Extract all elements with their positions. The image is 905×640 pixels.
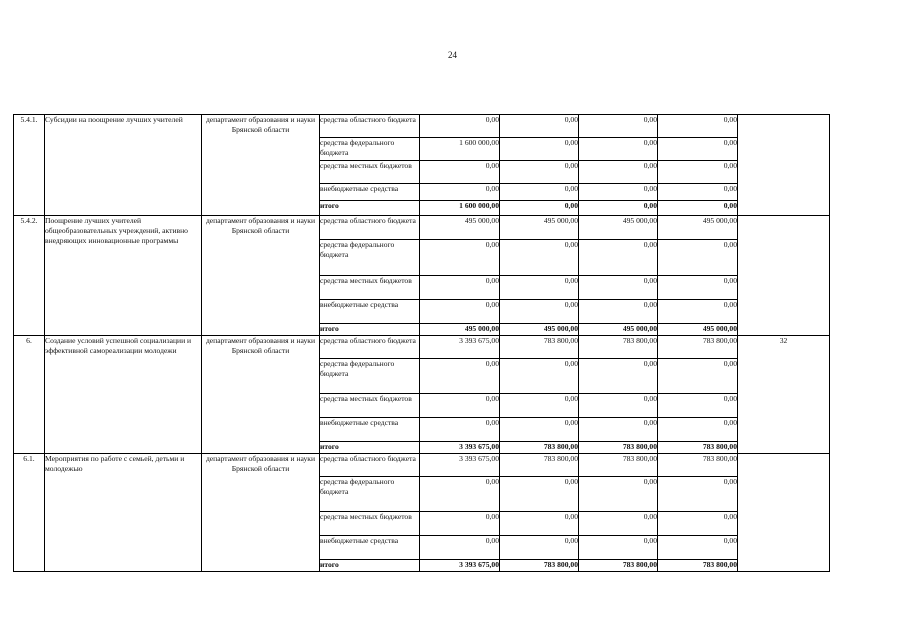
- amount-cell: 0,00: [579, 512, 658, 536]
- amount-cell: 0,00: [658, 115, 738, 138]
- amount-cell: 0,00: [658, 536, 738, 560]
- amount-cell: 0,00: [500, 201, 579, 216]
- amount-cell: 783 800,00: [500, 442, 579, 454]
- amount-cell: 0,00: [658, 184, 738, 201]
- funding-source: средства местных бюджетов: [320, 161, 420, 184]
- amount-cell: 0,00: [579, 240, 658, 276]
- budget-table: [13, 114, 830, 572]
- funding-source: средства федерального бюджета: [320, 359, 420, 394]
- funding-source: внебюджетные средства: [320, 184, 420, 201]
- table-row: [14, 336, 830, 359]
- amount-cell: 0,00: [658, 300, 738, 324]
- funding-source: средства областного бюджета: [320, 216, 420, 240]
- amount-cell: 783 800,00: [500, 336, 579, 359]
- indicator-cell: 32: [738, 336, 830, 454]
- amount-cell: 0,00: [579, 184, 658, 201]
- amount-cell: 0,00: [579, 477, 658, 512]
- funding-source: внебюджетные средства: [320, 300, 420, 324]
- funding-source: внебюджетные средства: [320, 536, 420, 560]
- amount-cell: 0,00: [658, 201, 738, 216]
- funding-source: средства местных бюджетов: [320, 394, 420, 418]
- funding-source: средства областного бюджета: [320, 336, 420, 359]
- amount-cell: 783 800,00: [658, 336, 738, 359]
- funding-source: средства областного бюджета: [320, 454, 420, 477]
- amount-cell: 495 000,00: [658, 216, 738, 240]
- amount-cell: 0,00: [420, 536, 500, 560]
- table-row: [14, 115, 830, 138]
- amount-cell: 3 393 675,00: [420, 442, 500, 454]
- responsible-executor: департамент образования и науки Брянской области: [202, 336, 320, 454]
- amount-cell: 783 800,00: [579, 560, 658, 572]
- item-code: 5.4.1.: [14, 115, 45, 216]
- item-code: 6.: [14, 336, 45, 454]
- amount-cell: 783 800,00: [579, 336, 658, 359]
- amount-cell: 495 000,00: [658, 324, 738, 336]
- indicator-cell: [738, 454, 830, 572]
- amount-cell: 0,00: [500, 512, 579, 536]
- amount-cell: 0,00: [420, 184, 500, 201]
- amount-cell: 0,00: [420, 115, 500, 138]
- page-number: 24: [448, 50, 457, 60]
- responsible-executor: департамент образования и науки Брянской области: [202, 216, 320, 336]
- amount-cell: 495 000,00: [579, 216, 658, 240]
- amount-cell: 0,00: [658, 161, 738, 184]
- amount-cell: 0,00: [579, 276, 658, 300]
- amount-cell: 1 600 000,00: [420, 201, 500, 216]
- item-name: Субсидии на поощрение лучших учителей: [45, 115, 202, 216]
- amount-cell: 783 800,00: [658, 560, 738, 572]
- amount-cell: 495 000,00: [500, 216, 579, 240]
- amount-cell: 0,00: [579, 300, 658, 324]
- amount-cell: 783 800,00: [500, 454, 579, 477]
- amount-cell: 495 000,00: [420, 324, 500, 336]
- table-row: [14, 216, 830, 240]
- funding-source: средства местных бюджетов: [320, 276, 420, 300]
- amount-cell: 0,00: [500, 138, 579, 161]
- amount-cell: 0,00: [500, 536, 579, 560]
- amount-cell: 0,00: [420, 418, 500, 442]
- amount-cell: 783 800,00: [658, 442, 738, 454]
- funding-source: средства местных бюджетов: [320, 512, 420, 536]
- amount-cell: 783 800,00: [579, 454, 658, 477]
- amount-cell: 3 393 675,00: [420, 560, 500, 572]
- amount-cell: 3 393 675,00: [420, 336, 500, 359]
- total-label: итого: [320, 201, 420, 216]
- funding-source: средства федерального бюджета: [320, 477, 420, 512]
- indicator-cell: [738, 115, 830, 216]
- amount-cell: 0,00: [658, 138, 738, 161]
- amount-cell: 0,00: [420, 161, 500, 184]
- amount-cell: 0,00: [579, 418, 658, 442]
- amount-cell: 0,00: [658, 418, 738, 442]
- total-label: итого: [320, 324, 420, 336]
- total-label: итого: [320, 442, 420, 454]
- amount-cell: 0,00: [420, 512, 500, 536]
- amount-cell: 0,00: [500, 240, 579, 276]
- amount-cell: 0,00: [420, 394, 500, 418]
- amount-cell: 0,00: [500, 359, 579, 394]
- amount-cell: 0,00: [420, 477, 500, 512]
- amount-cell: 0,00: [420, 300, 500, 324]
- amount-cell: 0,00: [500, 300, 579, 324]
- amount-cell: 0,00: [658, 512, 738, 536]
- table-row: [14, 454, 830, 477]
- amount-cell: 0,00: [579, 115, 658, 138]
- amount-cell: 0,00: [658, 359, 738, 394]
- amount-cell: 0,00: [500, 276, 579, 300]
- amount-cell: 495 000,00: [500, 324, 579, 336]
- funding-source: средства федерального бюджета: [320, 138, 420, 161]
- amount-cell: 0,00: [579, 359, 658, 394]
- item-code: 5.4.2.: [14, 216, 45, 336]
- amount-cell: 0,00: [500, 161, 579, 184]
- amount-cell: 0,00: [579, 201, 658, 216]
- amount-cell: 0,00: [500, 394, 579, 418]
- amount-cell: 0,00: [658, 276, 738, 300]
- amount-cell: 0,00: [658, 477, 738, 512]
- amount-cell: 3 393 675,00: [420, 454, 500, 477]
- indicator-cell: [738, 216, 830, 336]
- amount-cell: 0,00: [420, 359, 500, 394]
- amount-cell: 0,00: [420, 276, 500, 300]
- amount-cell: 783 800,00: [658, 454, 738, 477]
- item-name: Создание условий успешной социализации и эффективной самореализации молодежи: [45, 336, 202, 454]
- amount-cell: 0,00: [500, 477, 579, 512]
- amount-cell: 0,00: [500, 115, 579, 138]
- amount-cell: 1 600 000,00: [420, 138, 500, 161]
- amount-cell: 0,00: [500, 184, 579, 201]
- funding-source: средства областного бюджета: [320, 115, 420, 138]
- amount-cell: 495 000,00: [579, 324, 658, 336]
- amount-cell: 0,00: [579, 138, 658, 161]
- amount-cell: 0,00: [579, 394, 658, 418]
- funding-source: средства федерального бюджета: [320, 240, 420, 276]
- responsible-executor: департамент образования и науки Брянской области: [202, 115, 320, 216]
- amount-cell: 495 000,00: [420, 216, 500, 240]
- item-name: Поощрение лучших учителей общеобразовательных учреждений, активно внедряющих инновационные программы: [45, 216, 202, 336]
- total-label: итого: [320, 560, 420, 572]
- amount-cell: 0,00: [579, 161, 658, 184]
- funding-source: внебюджетные средства: [320, 418, 420, 442]
- item-name: Мероприятия по работе с семьей, детьми и молодежью: [45, 454, 202, 572]
- amount-cell: 783 800,00: [500, 560, 579, 572]
- amount-cell: 783 800,00: [579, 442, 658, 454]
- responsible-executor: департамент образования и науки Брянской области: [202, 454, 320, 572]
- amount-cell: 0,00: [658, 394, 738, 418]
- amount-cell: 0,00: [500, 418, 579, 442]
- amount-cell: 0,00: [658, 240, 738, 276]
- item-code: 6.1.: [14, 454, 45, 572]
- amount-cell: 0,00: [579, 536, 658, 560]
- amount-cell: 0,00: [420, 240, 500, 276]
